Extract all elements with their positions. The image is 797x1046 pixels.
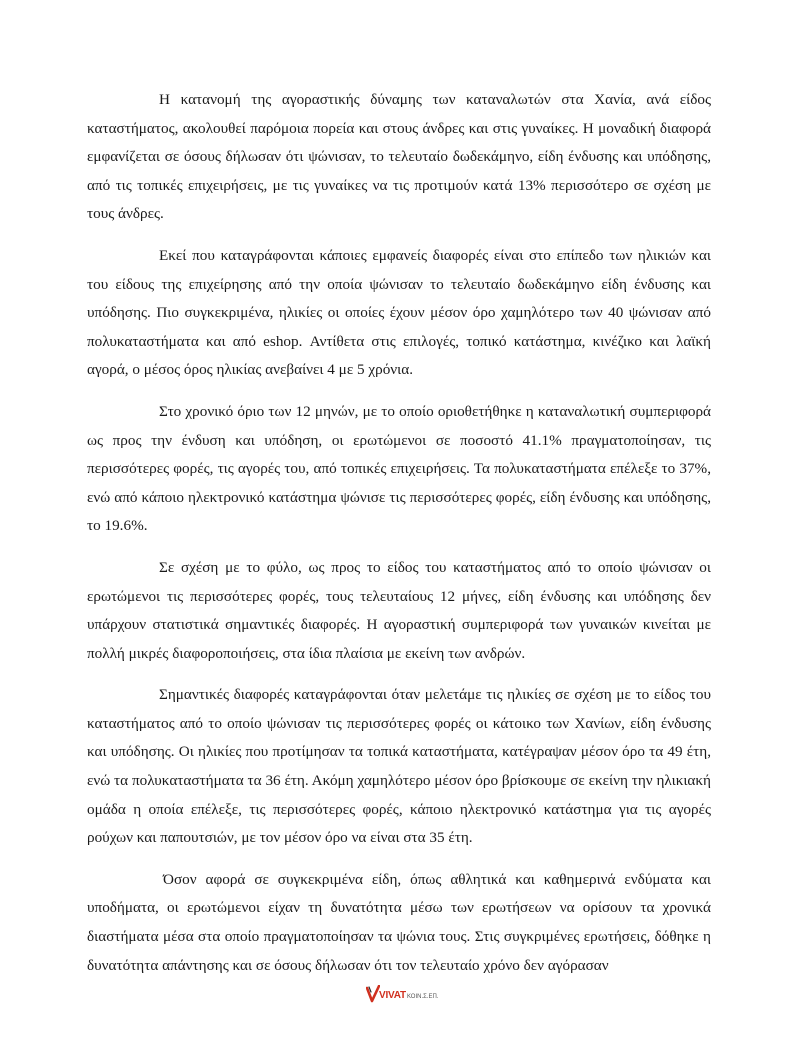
vivat-v-logo-icon (366, 985, 380, 1003)
logo-subtext: ΚΟΙΝ.Σ.ΕΠ. (406, 994, 439, 1000)
footer-logo (366, 981, 439, 1003)
paragraph-2: Εκεί που καταγράφονται κάποιες εμφανείς διαφορές είναι στο επίπεδο των ηλικιών και του είδους της επιχείρησης από την οποία ψώνισαν το τελευταίο δωδεκάμηνο είδη ένδυσης και υπόδησης. Πιο συγκεκριμένα, ηλικίες οι οποίες έχουν μέσον όρο χαμηλότερο των 40 ψώνισαν από πολυκαταστήματα και από eshop. Αντίθετα στις επιλογές, τοπικό κατάστημα, κινέζικο και λαϊκή αγορά, ο μέσος όρος ηλικίας ανεβαίνει 4 με 5 χρόνια. (87, 246, 711, 379)
logo-text: VIVAT (379, 990, 406, 1001)
paragraph-4: Σε σχέση με το φύλο, ως προς το είδος του καταστήματος από το οποίο ψώνισαν οι ερωτώμενοι τις περισσότερες φορές, τους τελευταίους 12 μήνες, είδη ένδυσης και υπόδησης δεν υπάρχουν στατιστικά σημαντικές διαφορές. Η αγοραστική συμπεριφορά των γυναικών κινείται με πολλή μικρές διαφοροποιήσεις, στα ίδια πλαίσια με εκείνη των ανδρών. (87, 558, 711, 662)
document-body (87, 86, 711, 993)
paragraph-3: Στο χρονικό όριο των 12 μηνών, με το οποίο οριοθετήθηκε η καταναλωτική συμπεριφορά ως προς την ένδυση και υπόδηση, οι ερωτώμενοι σε ποσοστό 41.1% πραγματοποίησαν, τις περισσότερες φορές, τις αγορές του, από τοπικές επιχειρήσεις. Τα πολυκαταστήματα επέλεξε το 37%, ενώ από κάποιο ηλεκτρονικό κατάστημα ψώνισε τις περισσότερες φορές, είδη ένδυσης και υπόδησης, το 19.6%. (87, 402, 711, 535)
paragraph-6: Όσον αφορά σε συγκεκριμένα είδη, όπως αθλητικά και καθημερινά ενδύματα και υποδήματα, οι ερωτώμενοι είχαν τη δυνατότητα μέσω των ερωτήσεων να ορίσουν τα χρονικά διαστήματα μέσα στα οποίο πραγματοποίησαν τα ψώνια τους. Στις συγκριμένες ερωτήσεις, δόθηκε η δυνατότητα απάντησης και σε όσους δήλωσαν ότι τον τελευταίο χρόνο δεν αγόρασαν (87, 870, 711, 974)
paragraph-1: Η κατανομή της αγοραστικής δύναμης των καταναλωτών στα Χανία, ανά είδος καταστήματος, ακολουθεί παρόμοια πορεία και στους άνδρες και στις γυναίκες. Η μοναδική διαφορά εμφανίζεται σε όσους δήλωσαν ότι ψώνισαν, το τελευταίο δωδεκάμηνο, είδη ένδυσης και υπόδησης, από τις τοπικές επιχειρήσεις, με τις γυναίκες να τις προτιμούν κατά 13% περισσότερο σε σχέση με τους άνδρες. (87, 91, 711, 223)
paragraph-5: Σημαντικές διαφορές καταγράφονται όταν μελετάμε τις ηλικίες σε σχέση με το είδος του καταστήματος από το οποίο ψώνισαν τις περισσότερες φορές οι κάτοικο των Χανίων, είδη ένδυσης και υπόδησης. Οι ηλικίες που προτίμησαν τα τοπικά καταστήματα, κατέγραψαν μέσον όρο τα 49 έτη, ενώ τα πολυκαταστήματα τα 36 έτη. Ακόμη χαμηλότερο μέσον όρο βρίσκουμε σε εκείνη την ηλικιακή ομάδα η οποία επέλεξε, τις περισσότερες φορές, κάποιο ηλεκτρονικό κατάστημα για τις αγορές ρούχων και παπουτσιών, με τον μέσον όρο να είναι στα 35 έτη. (87, 686, 711, 847)
